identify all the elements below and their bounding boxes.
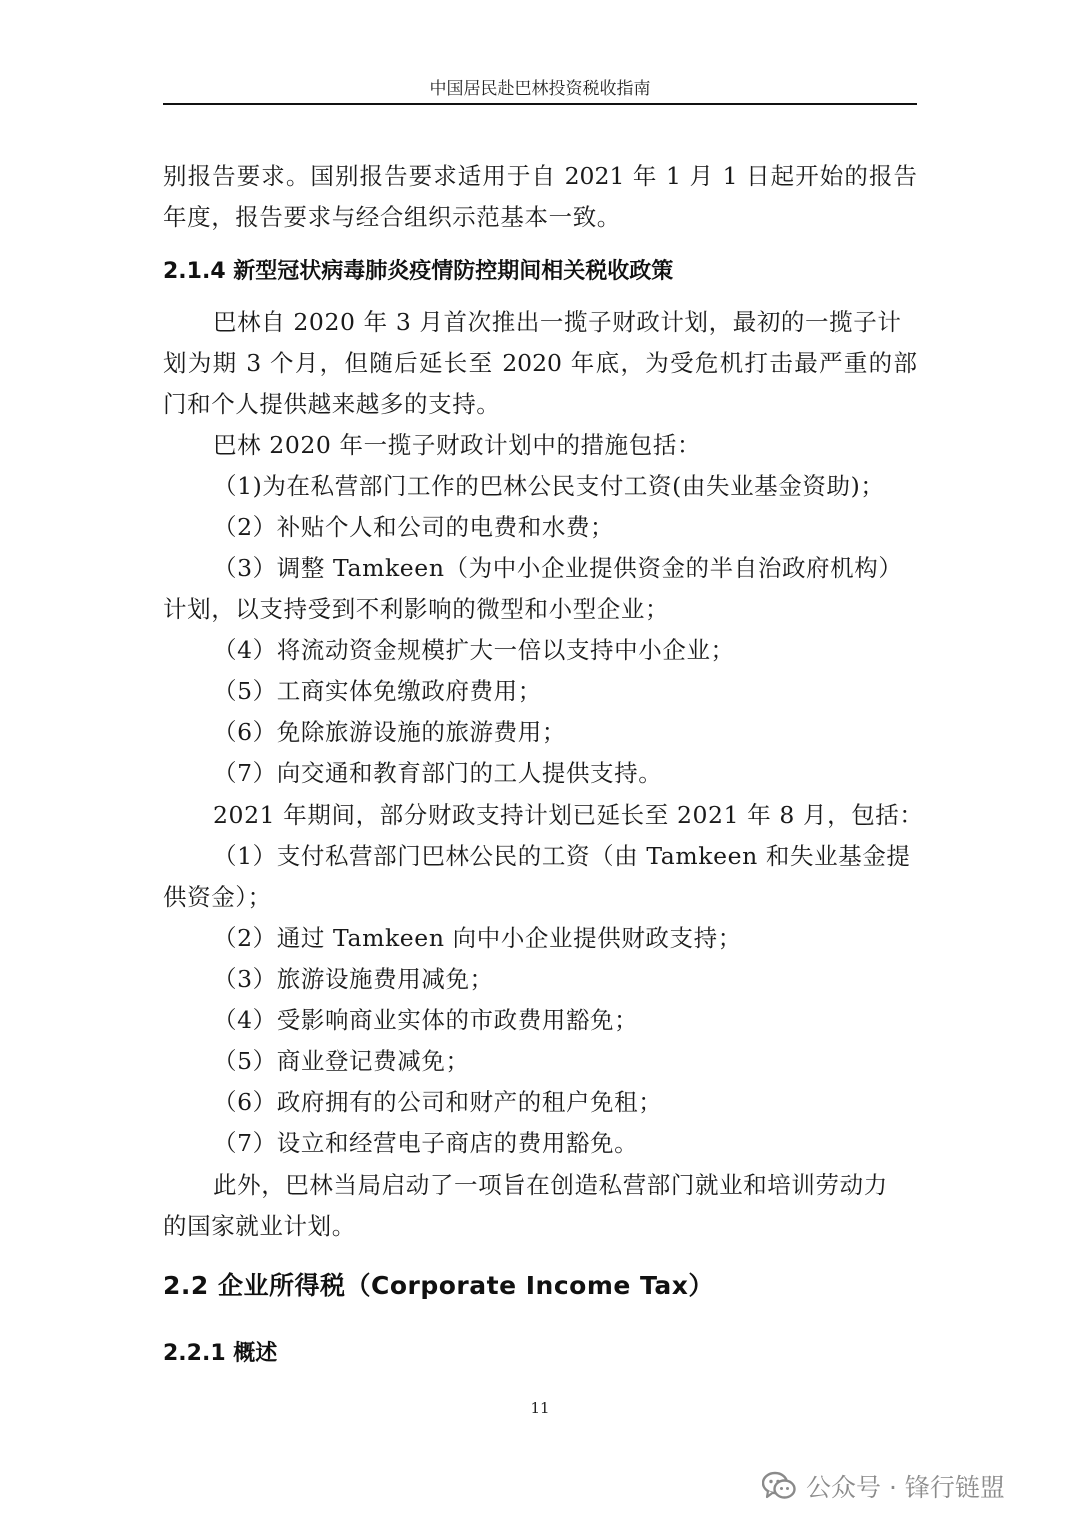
paragraph-line: 巴林 2020 年一揽子财政计划中的措施包括： — [213, 431, 702, 459]
section-heading-2-2-1: 2.2.1 概述 — [163, 1341, 278, 1366]
header-rule — [163, 103, 917, 105]
paragraph-line: 年度，报告要求与经合组织示范基本一致。 — [163, 203, 621, 231]
list-item: （1)为在私营部门工作的巴林公民支付工资(由失业基金资助)； — [213, 472, 885, 500]
page-number: 11 — [530, 1399, 550, 1417]
list-item: （7）向交通和教育部门的工人提供支持。 — [213, 759, 663, 787]
paragraph-line: 此外，巴林当局启动了一项旨在创造私营部门就业和培训劳动力 — [213, 1171, 888, 1199]
list-item: （7）设立和经营电子商店的费用豁免。 — [213, 1129, 639, 1157]
list-item: （4）将流动资金规模扩大一倍以支持中小企业； — [213, 636, 735, 664]
paragraph-line: 2021 年期间，部分财政支持计划已延长至 2021 年 8 月，包括： — [213, 801, 924, 829]
paragraph-line: 门和个人提供越来越多的支持。 — [163, 390, 501, 418]
list-item: （2）补贴个人和公司的电费和水费； — [213, 513, 615, 541]
list-item: （6）免除旅游设施的旅游费用； — [213, 718, 566, 746]
paragraph-line: 巴林自 2020 年 3 月首次推出一揽子财政计划，最初的一揽子计 — [213, 308, 902, 336]
list-item: （4）受影响商业实体的市政费用豁免； — [213, 1006, 639, 1034]
section-heading-2-1-4: 2.1.4 新型冠状病毒肺炎疫情防控期间相关税收政策 — [163, 259, 674, 284]
list-item: （3）旅游设施费用减免； — [213, 965, 494, 993]
list-item: （6）政府拥有的公司和财产的租户免租； — [213, 1088, 663, 1116]
section-heading-2-2: 2.2 企业所得税（Corporate Income Tax） — [163, 1271, 714, 1300]
running-header: 中国居民赴巴林投资税收指南 — [429, 79, 651, 99]
list-item: （5）工商实体免缴政府费用； — [213, 677, 542, 705]
paragraph-line: 的国家就业计划。 — [163, 1212, 356, 1240]
paragraph-line: 划为期 3 个月，但随后延长至 2020 年底，为受危机打击最严重的部 — [163, 349, 917, 377]
list-item-continuation: 计划，以支持受到不利影响的微型和小型企业； — [163, 595, 670, 623]
list-item: （3）调整 Tamkeen（为中小企业提供资金的半自治政府机构） — [213, 554, 903, 582]
list-item: （1）支付私营部门巴林公民的工资（由 Tamkeen 和失业基金提 — [213, 842, 911, 870]
wechat-icon — [762, 1471, 796, 1501]
paragraph-line: 别报告要求。国别报告要求适用于自 2021 年 1 月 1 日起开始的报告 — [163, 162, 917, 190]
list-item: （5）商业登记费减免； — [213, 1047, 470, 1075]
list-item-continuation: 供资金）； — [163, 883, 272, 911]
watermark-text: 公众号 · 锋行链盟 — [806, 1473, 1005, 1502]
watermark — [762, 1464, 1005, 1508]
list-item: （2）通过 Tamkeen 向中小企业提供财政支持； — [213, 924, 742, 952]
